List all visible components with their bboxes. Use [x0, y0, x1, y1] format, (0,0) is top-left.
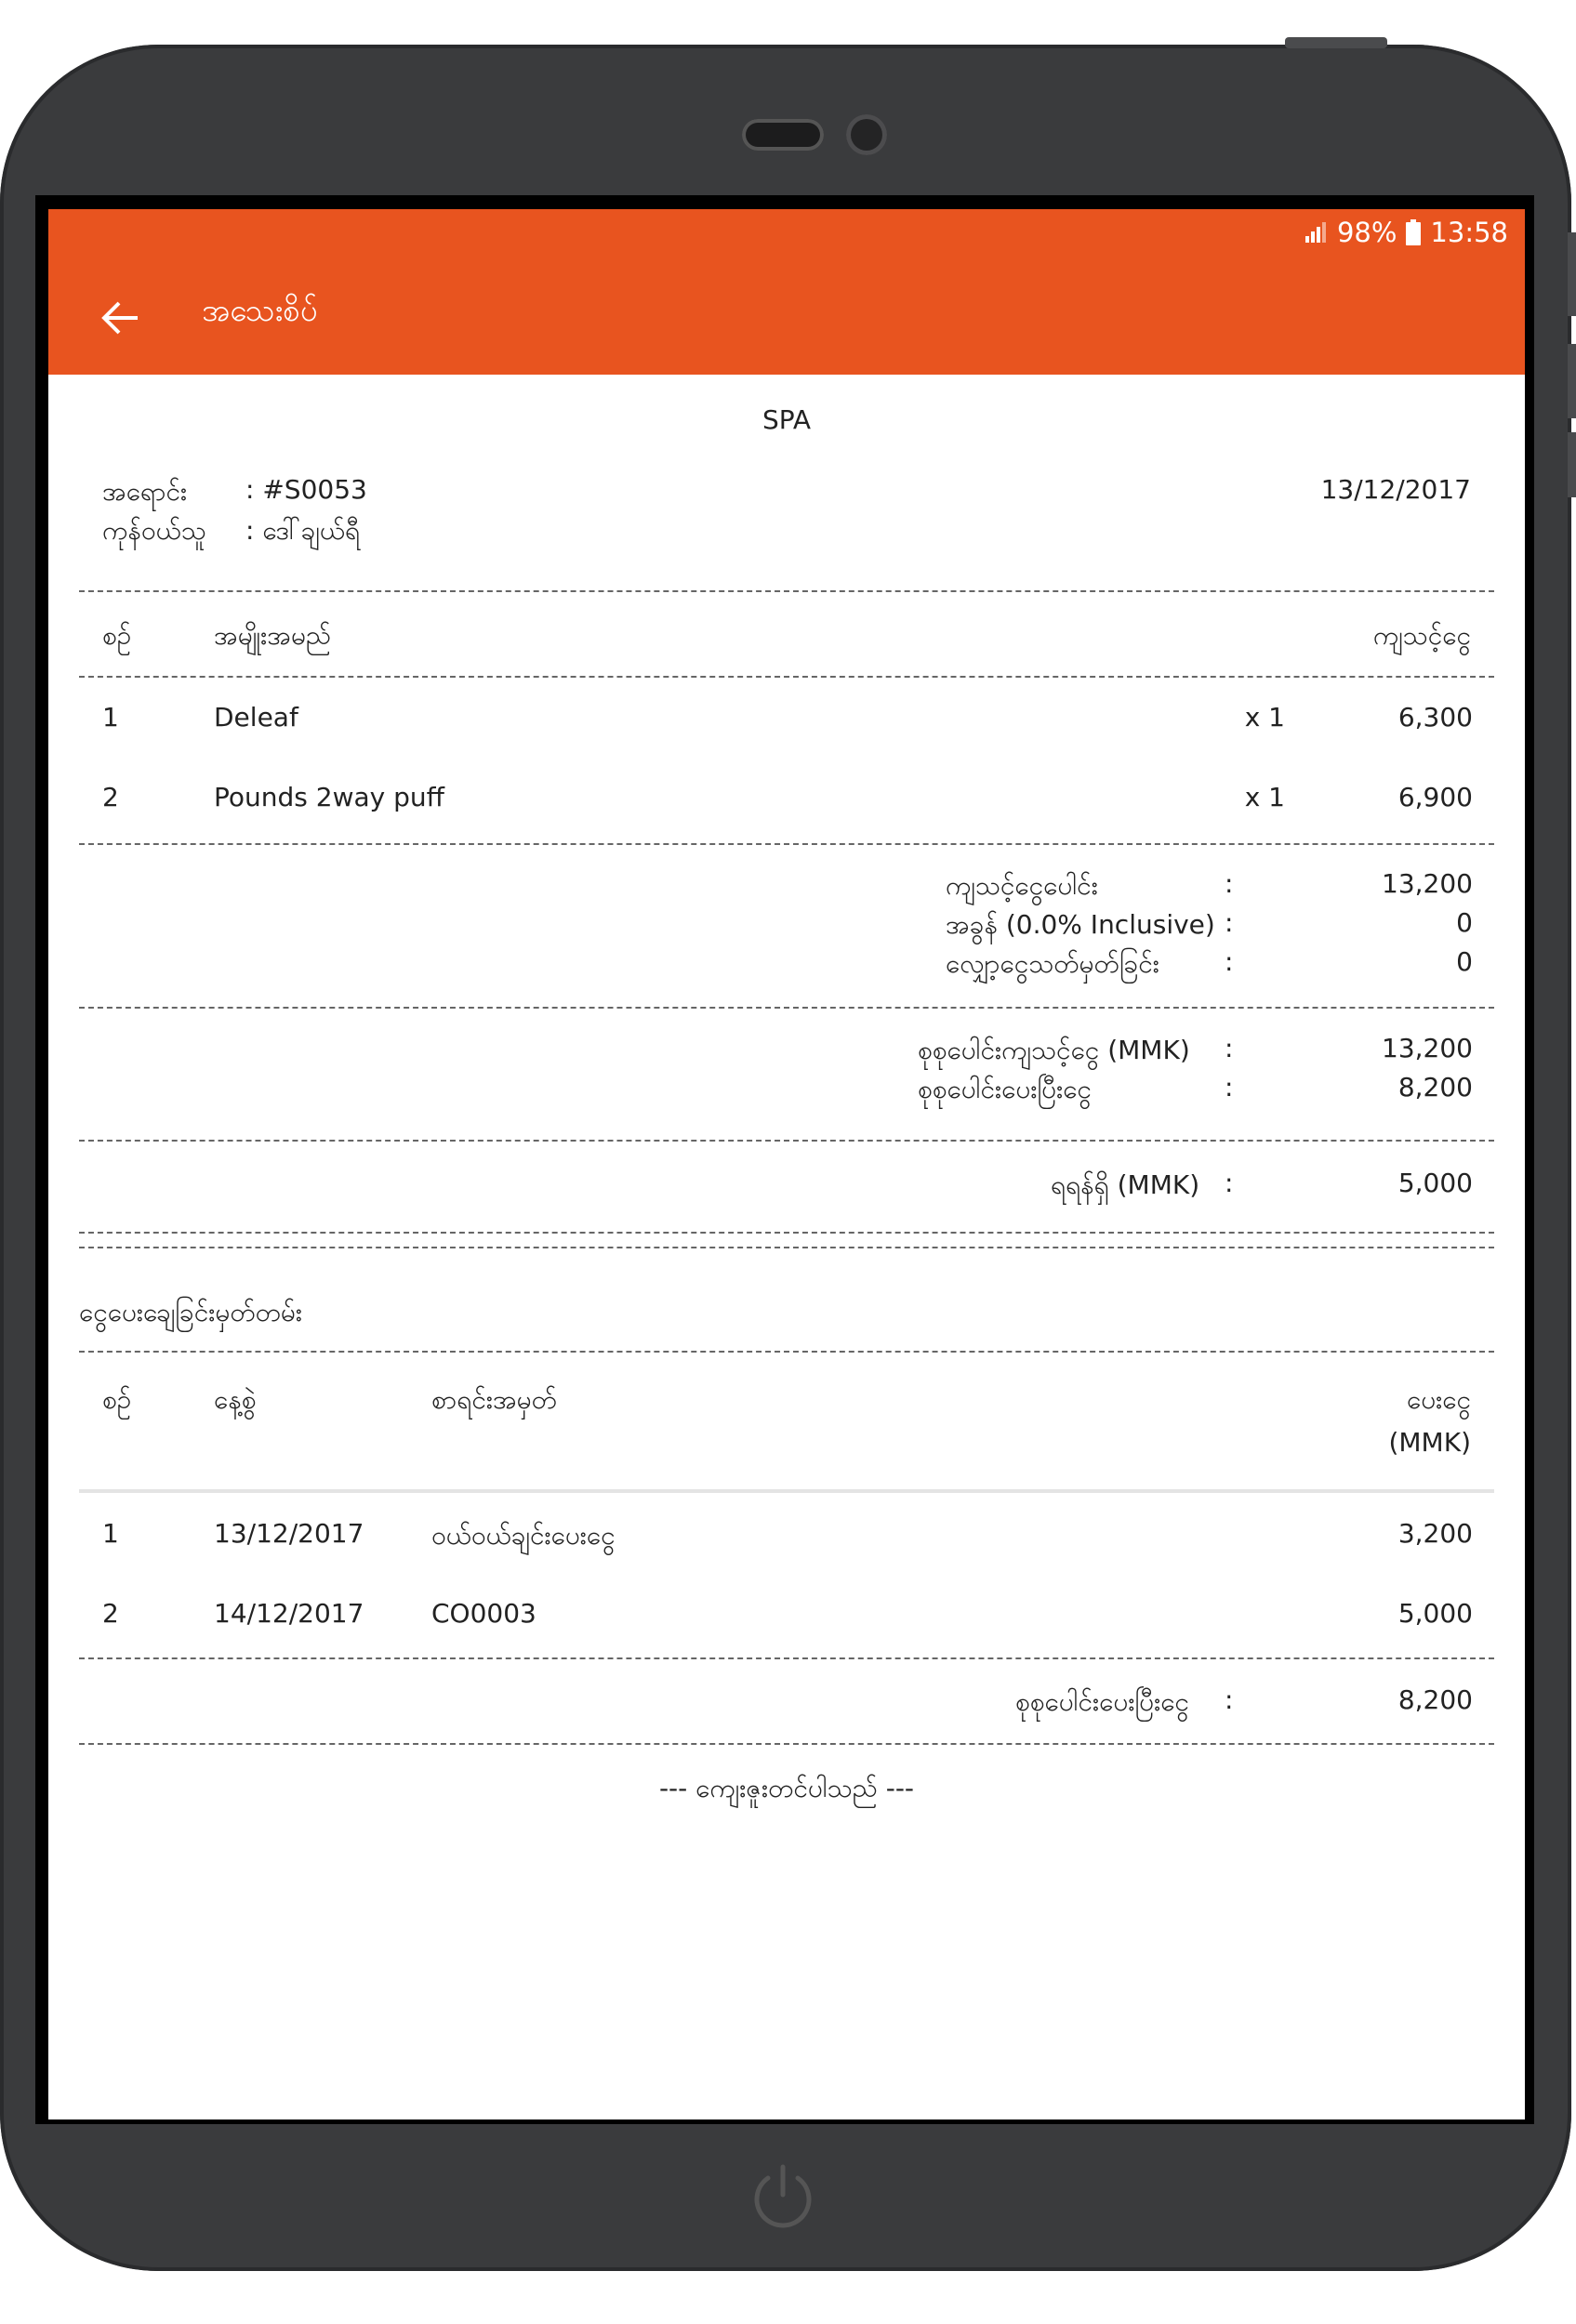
divider [79, 1140, 1494, 1142]
discount-label: လျှော့ငွေသတ်မှတ်ခြင်း [946, 948, 1159, 979]
status-bar [1304, 217, 1508, 248]
payment-ref: ဝယ်ဝယ်ချင်းပေးငွေ [431, 1520, 616, 1551]
divider [79, 676, 1494, 678]
divider [79, 1351, 1494, 1353]
top-side-button [1285, 37, 1387, 48]
payment-no: 2 [102, 1598, 119, 1629]
paid-total-colon: : [1225, 1072, 1234, 1103]
signal-icon [1304, 221, 1328, 244]
payment-total-label: စုစုပေါင်းပေးပြီးငွေ [1015, 1686, 1189, 1717]
item-name: Pounds 2way puff [214, 782, 444, 812]
shop-name: SPA [762, 404, 812, 435]
payment-no: 1 [102, 1518, 119, 1549]
col-header-no: စဥ် [102, 620, 132, 651]
grand-total-value: 13,200 [1382, 1033, 1473, 1063]
paid-total-value: 8,200 [1397, 1072, 1473, 1103]
tax-value: 0 [1456, 907, 1473, 938]
volume-button-2 [1568, 344, 1576, 418]
paid-total-label: စုစုပေါင်းပေးပြီးငွေ [918, 1074, 1092, 1104]
pay-col-amount: ပေးငွေ [1406, 1384, 1471, 1415]
item-amount: 6,300 [1397, 702, 1473, 733]
divider [79, 1657, 1494, 1659]
receipt-date: 13/12/2017 [1320, 474, 1471, 505]
divider [79, 590, 1494, 592]
customer-name: : ဒေါ်ချယ်ရီ [245, 515, 361, 546]
page-title: အသေးစိပ် [202, 292, 318, 328]
pay-col-unit: (MMK) [1388, 1427, 1471, 1458]
screen [48, 209, 1525, 2119]
discount-colon: : [1225, 946, 1234, 977]
payment-date: 13/12/2017 [214, 1518, 364, 1549]
balance-colon: : [1225, 1168, 1234, 1198]
pay-col-ref: စာရင်းအမှတ် [431, 1384, 557, 1415]
divider [79, 1232, 1494, 1234]
divider [79, 1743, 1494, 1745]
item-no: 2 [102, 782, 119, 812]
balance-label: ရရန်ရှိ (MMK) [1051, 1169, 1200, 1200]
clock: 13:58 [1430, 217, 1508, 248]
back-arrow-icon[interactable] [97, 295, 143, 341]
voucher-number: : #S0053 [245, 474, 367, 505]
item-qty: x 1 [1244, 702, 1285, 733]
customer-label: ကုန်ဝယ်သူ [102, 515, 206, 546]
payment-total-colon: : [1225, 1684, 1234, 1715]
payment-amount: 5,000 [1397, 1598, 1473, 1629]
balance-value: 5,000 [1397, 1168, 1473, 1198]
volume-button-3 [1568, 432, 1576, 497]
pay-col-date: နေ့စွဲ [214, 1384, 257, 1415]
tax-label: အခွန် (0.0% Inclusive) [946, 909, 1215, 940]
app-bar [48, 209, 1525, 375]
subtotal-colon: : [1225, 868, 1234, 899]
payment-history-title: ငွေပေးချေခြင်းမှတ်တမ်း [79, 1297, 303, 1327]
col-header-item: အမျိုးအမည် [214, 620, 332, 651]
grand-total-label: စုစုပေါင်းကျသင့်ငွေ (MMK) [918, 1035, 1190, 1065]
voucher-label: အရောင်း [102, 476, 188, 507]
item-qty: x 1 [1244, 782, 1285, 812]
speaker-grille [742, 119, 824, 151]
col-header-amount: ကျသင့်ငွေ [1372, 620, 1471, 651]
subtotal-label: ကျသင့်ငွေပေါင်း [946, 870, 1098, 901]
battery-percent: 98% [1336, 217, 1397, 248]
battery-icon [1406, 219, 1421, 245]
item-amount: 6,900 [1397, 782, 1473, 812]
front-camera [846, 114, 887, 155]
payment-date: 14/12/2017 [214, 1598, 364, 1629]
payment-total-value: 8,200 [1397, 1684, 1473, 1715]
power-icon [748, 2161, 818, 2232]
grand-total-colon: : [1225, 1033, 1234, 1063]
thank-you-footer: --- ကျေးဇူးတင်ပါသည် --- [658, 1773, 915, 1803]
item-name: Deleaf [214, 702, 298, 733]
payment-ref: CO0003 [431, 1598, 536, 1629]
volume-button [1568, 232, 1576, 316]
divider [79, 843, 1494, 845]
pay-col-no: စဥ် [102, 1384, 132, 1415]
item-no: 1 [102, 702, 119, 733]
divider [79, 1247, 1494, 1248]
subtotal-value: 13,200 [1382, 868, 1473, 899]
discount-value: 0 [1456, 946, 1473, 977]
header-divider [79, 1489, 1494, 1493]
divider [79, 1007, 1494, 1009]
payment-amount: 3,200 [1397, 1518, 1473, 1549]
tax-colon: : [1225, 907, 1234, 938]
